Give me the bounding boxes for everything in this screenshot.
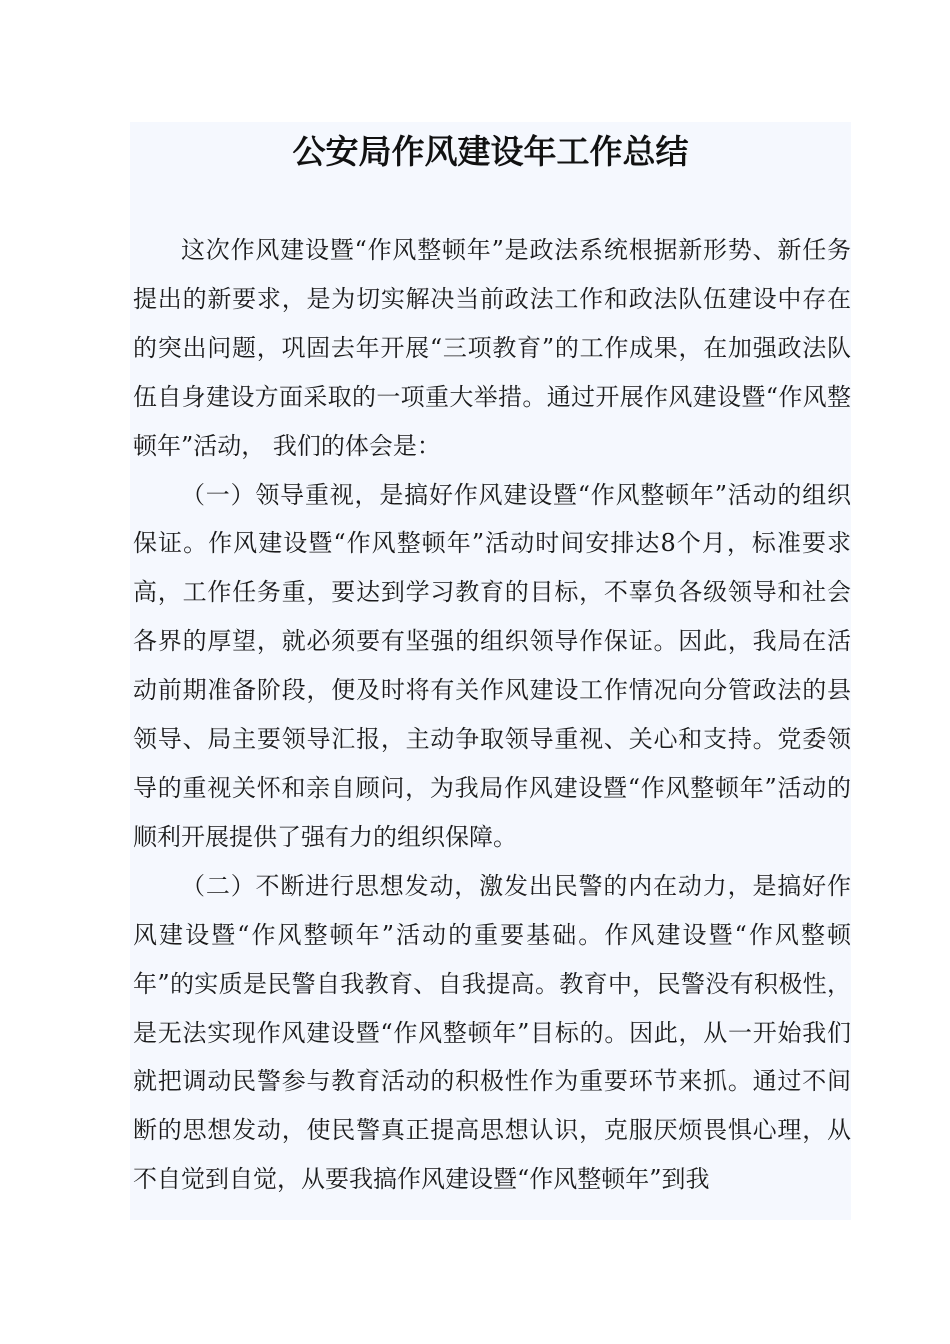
paragraph-section-1: （一）领导重视，是搞好作风建设暨“作风整顿年”活动的组织保证。作风建设暨“作风整顿年”活动时间安排达8个月，标准要求高，工作任务重，要达到学习教育的目标，不辜负各级领导和社会各界的厚望，就必须要有坚强的组织领导作保证。因此，我局在活动前期准备阶段，便及时将有关作风建设工作情况向分管政法的县领导、局主要领导汇报，主动争取领导重视、关心和支持。党委领导的重视关怀和亲自顾问，为我局作风建设暨“作风整顿年”活动的顺利开展提供了强有力的组织保障。 (133, 480, 851, 851)
paragraph-section-2: （二）不断进行思想发动，激发出民警的内在动力，是搞好作风建设暨“作风整顿年”活动的重要基础。作风建设暨“作风整顿年”的实质是民警自我教育、自我提高。教育中，民警没有积极性，是无法实现作风建设暨“作风整顿年”目标的。因此，从一开始我们就把调动民警参与教育活动的积极性作为重要环节来抓。通过不间断的思想发动，使民警真正提高思想认识，克服厌烦畏惧心理，从不自觉到自觉，从要我搞作风建设暨“作风整顿年”到我 (133, 871, 851, 1194)
page-title: 公安局作风建设年工作总结 (292, 132, 689, 171)
paragraph-intro: 这次作风建设暨“作风整顿年”是政法系统根据新形势、新任务提出的新要求，是为切实解决当前政法工作和政法队伍建设中存在的突出问题，巩固去年开展“三项教育”的工作成果，在加强政法队伍自身建设方面采取的一项重大举措。通过开展作风建设暨“作风整顿年”活动， 我们的体会是： (133, 236, 851, 460)
document-body (133, 226, 851, 1204)
